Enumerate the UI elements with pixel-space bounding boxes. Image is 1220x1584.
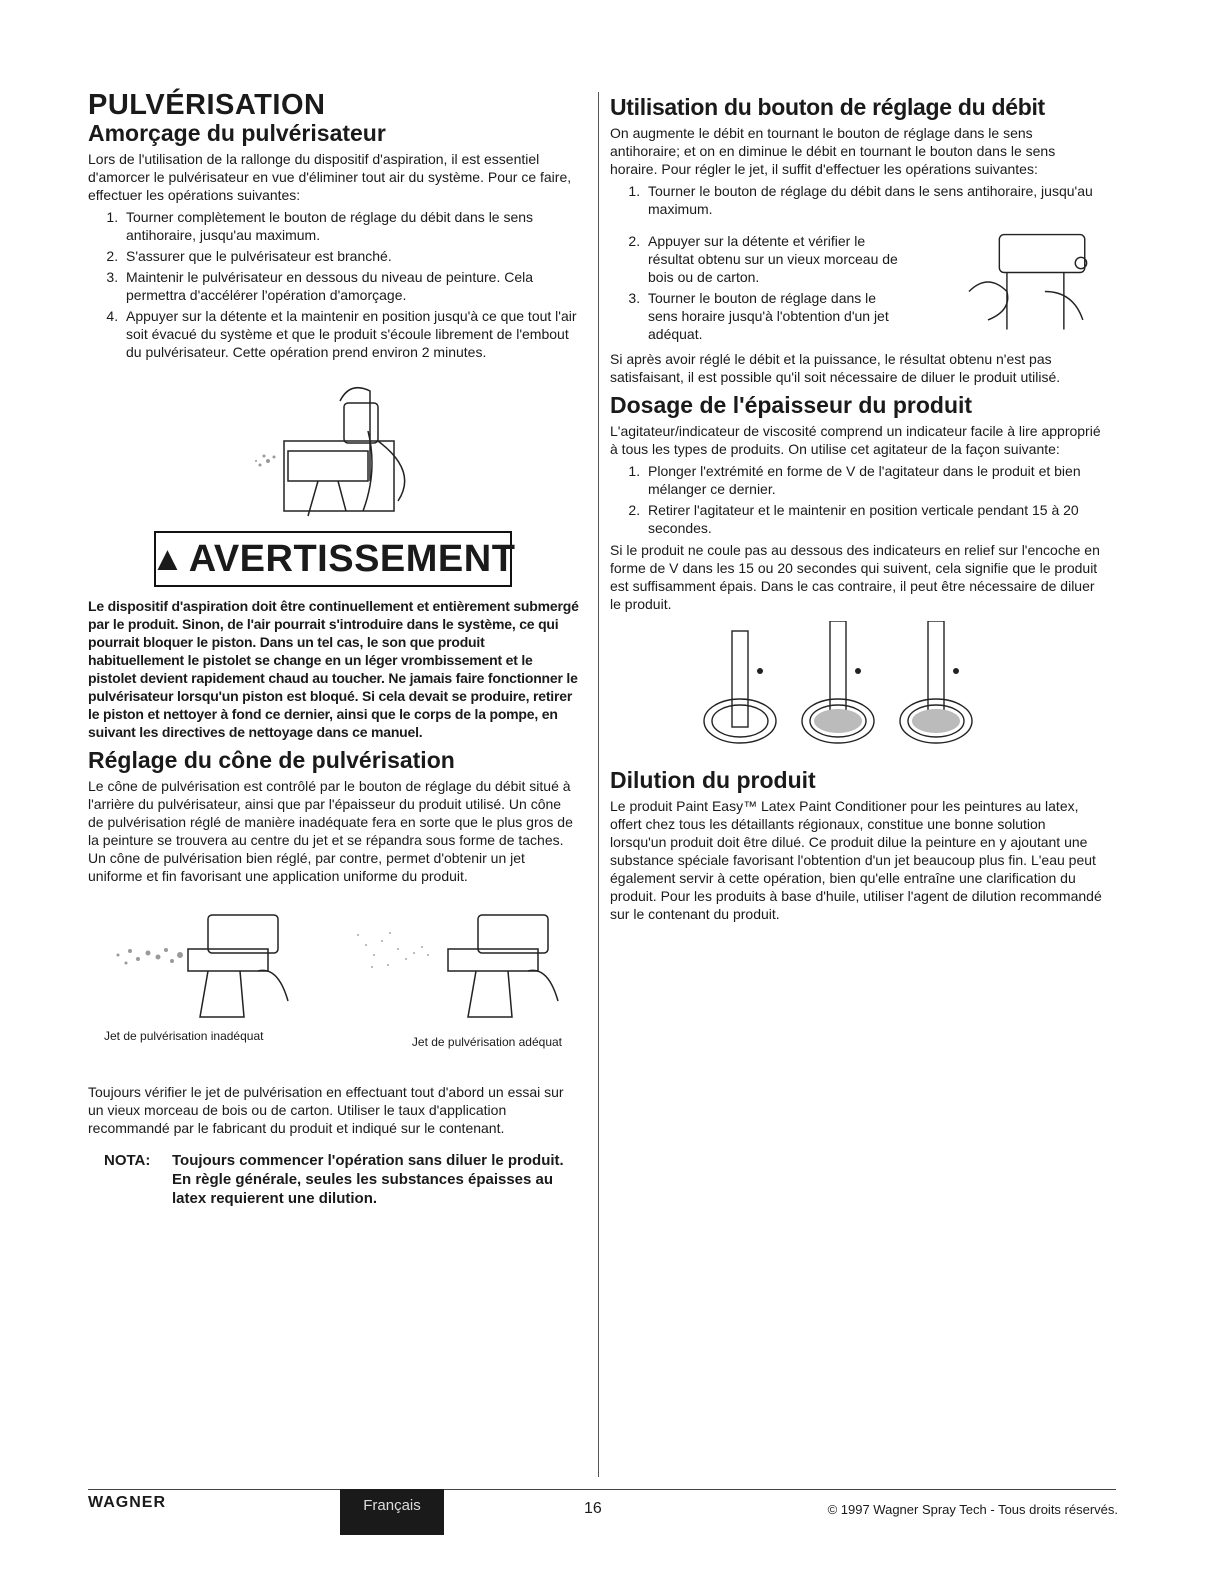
page-title: PULVÉRISATION — [88, 89, 326, 121]
copyright: © 1997 Wagner Spray Tech - Tous droits réservés. — [827, 1502, 1118, 1517]
list-item: 1. Tourner complètement le bouton de réglage du débit dans le sens antihoraire, jusqu'au maximum. — [122, 208, 580, 244]
flow-knob-illustration — [950, 222, 1102, 342]
warning-banner — [150, 531, 516, 587]
flow-after-text: Si après avoir réglé le débit et la puissance, le résultat obtenu n'est pas satisfaisant, il est possible qu'il soit nécessaire de diluer le produit utilisé. — [610, 351, 1061, 385]
thickness-steps — [610, 462, 1102, 537]
flow-steps-with-figure — [610, 222, 1102, 350]
flow-heading: Utilisation du bouton de réglage du débit — [610, 94, 1045, 120]
adequate-spray-figure — [357, 915, 558, 1017]
flow-intro: On augmente le débit en tournant le bouton de réglage dans le sens antihoraire; et on en diminue le débit en tournant le bouton dans le sens horaire. Pour régler le jet, il suffit d'effectuer les opérations suivantes: — [610, 125, 1056, 177]
page-number: 16 — [584, 1500, 602, 1517]
nota-block — [88, 1151, 580, 1208]
list-item: 1. Plonger l'extrémité en forme de V de l'agitateur dans le produit et bien mélanger ce dernier. — [644, 462, 1102, 498]
warning-text: Le dispositif d'aspiration doit être continuellement et entièrement submergé par le produit. Sinon, de l'air pourrait s'introduire dans le système, ce qui pourrait bloquer le piston. Dans un tel cas, le son que produit habituellement le pistolet se change en un léger vrombissement et le pistolet devient rapidement chaud au toucher. Ne jamais faire fonctionner le pulvérisateur lorsqu'un piston est bloqué. Si cela devait se produire, retirer le piston et nettoyer à fond ce dernier, ainsi que le corps de la pompe, en suivant les directives de nettoyage dans ce manuel. — [88, 598, 579, 740]
warning-title: AVERTISSEMENT — [188, 537, 516, 580]
list-item: 2. Appuyer sur la détente et vérifier le résultat obtenu sur un vieux morceau de bois ou de carton. — [644, 232, 900, 286]
spray-pattern-illustrations — [88, 905, 580, 1025]
viscosity-indicator-illustration — [610, 621, 1102, 751]
priming-heading: Amorçage du pulvérisateur — [88, 120, 386, 146]
warning-triangle-icon: ▲ — [150, 539, 185, 578]
priming-illustration — [88, 371, 580, 521]
footer-rule — [88, 1489, 1116, 1490]
brand-logo: WAGNER — [88, 1494, 166, 1511]
spray-captions — [88, 1029, 580, 1049]
inadequate-spray-figure — [117, 915, 289, 1017]
dilution-heading: Dilution du produit — [610, 767, 816, 793]
column-divider — [598, 92, 599, 1477]
thickness-after-text: Si le produit ne coule pas au dessous des indicateurs en relief sur l'encoche en forme de V dans les 15 ou 20 secondes qui suivent, cela signifie que le produit est suffisamment épais. Dans le cas contraire, il peut être nécessaire de diluer le produit. — [610, 542, 1100, 612]
list-item: 2. S'assurer que le pulvérisateur est branché. — [122, 247, 580, 265]
list-item: 4. Appuyer sur la détente et la maintenir en position jusqu'à ce que tout l'air soit évacué du système et que le produit s'écoule librement de l'embout du pulvérisateur. Cette opération prend environ 2 minutes. — [122, 307, 580, 361]
caption-inadequate: Jet de pulvérisation inadéquat — [104, 1029, 264, 1043]
flow-steps — [610, 182, 1102, 218]
nota-text: Toujours commencer l'opération sans diluer le produit. En règle générale, seules les substances épaisses au latex requierent une dilution. — [172, 1152, 564, 1207]
dilution-text: Le produit Paint Easy™ Latex Paint Conditioner pour les peintures au latex, offert chez tous les détaillants régionaux, constitue une bonne solution lorsqu'un produit doit être dilué. Ce produit dilue la peinture en y ajoutant une substance spéciale favorisant l'obtention d'un jet beaucoup plus fin. L'eau peut également servir à cette opération, bien qu'elle entraîne une clarification du produit. Pour les produits à base d'huile, utiliser l'agent de dilution recommandé sur le contenant du produit. — [610, 798, 1102, 922]
list-item: 3. Tourner le bouton de réglage dans le sens horaire jusqu'à l'obtention d'un jet adéquat. — [644, 289, 900, 343]
caption-adequate: Jet de pulvérisation adéquat — [411, 1035, 562, 1049]
left-column — [88, 90, 580, 1208]
priming-steps — [88, 208, 580, 361]
list-item: 3. Maintenir le pulvérisateur en dessous du niveau de peinture. Cela permettra d'accélérer l'opération d'amorçage. — [122, 268, 580, 304]
priming-intro: Lors de l'utilisation de la rallonge du dispositif d'aspiration, il est essentiel d'amorcer le pulvérisateur en vue d'éliminer tout air du système. Pour ce faire, effectuer les opérations suivantes: — [88, 151, 572, 203]
thickness-heading: Dosage de l'épaisseur du produit — [610, 392, 973, 418]
page-footer — [88, 1488, 1118, 1538]
thickness-intro: L'agitateur/indicateur de viscosité comprend un indicateur facile à lire approprié à tous les types de produits. On utilise cet agitateur de la façon suivante: — [610, 423, 1101, 457]
nota-label: NOTA: — [104, 1152, 151, 1169]
list-item: 2. Retirer l'agitateur et le maintenir en position verticale pendant 15 à 20 secondes. — [644, 501, 1102, 537]
flow-steps-continued — [610, 232, 900, 346]
list-item: 1. Tourner le bouton de réglage du débit dans le sens antihoraire, jusqu'au maximum. — [644, 182, 1102, 218]
language-tab: Français — [340, 1489, 444, 1535]
cone-text: Le cône de pulvérisation est contrôlé par le bouton de réglage du débit situé à l'arrière du pulvérisateur, ainsi que par l'épaisseur du produit utilisé. Un cône de pulvérisation réglé de manière inadéquate fera en sorte que le plus gros de la peinture se trouvera au centre du jet et se répandra sous forme de taches. Un cône de pulvérisation bien réglé, par contre, permet d'obtenir un jet uniforme et fin favorisant une application uniforme du produit. — [88, 778, 573, 884]
cone-after-text: Toujours vérifier le jet de pulvérisation en effectuant tout d'abord un essai sur un vieux morceau de bois ou de carton. Utiliser le taux d'application recommandé par le fabricant du produit et indiqué sur le contenant. — [88, 1084, 564, 1136]
cone-heading: Réglage du cône de pulvérisation — [88, 747, 455, 773]
right-column — [610, 90, 1102, 923]
